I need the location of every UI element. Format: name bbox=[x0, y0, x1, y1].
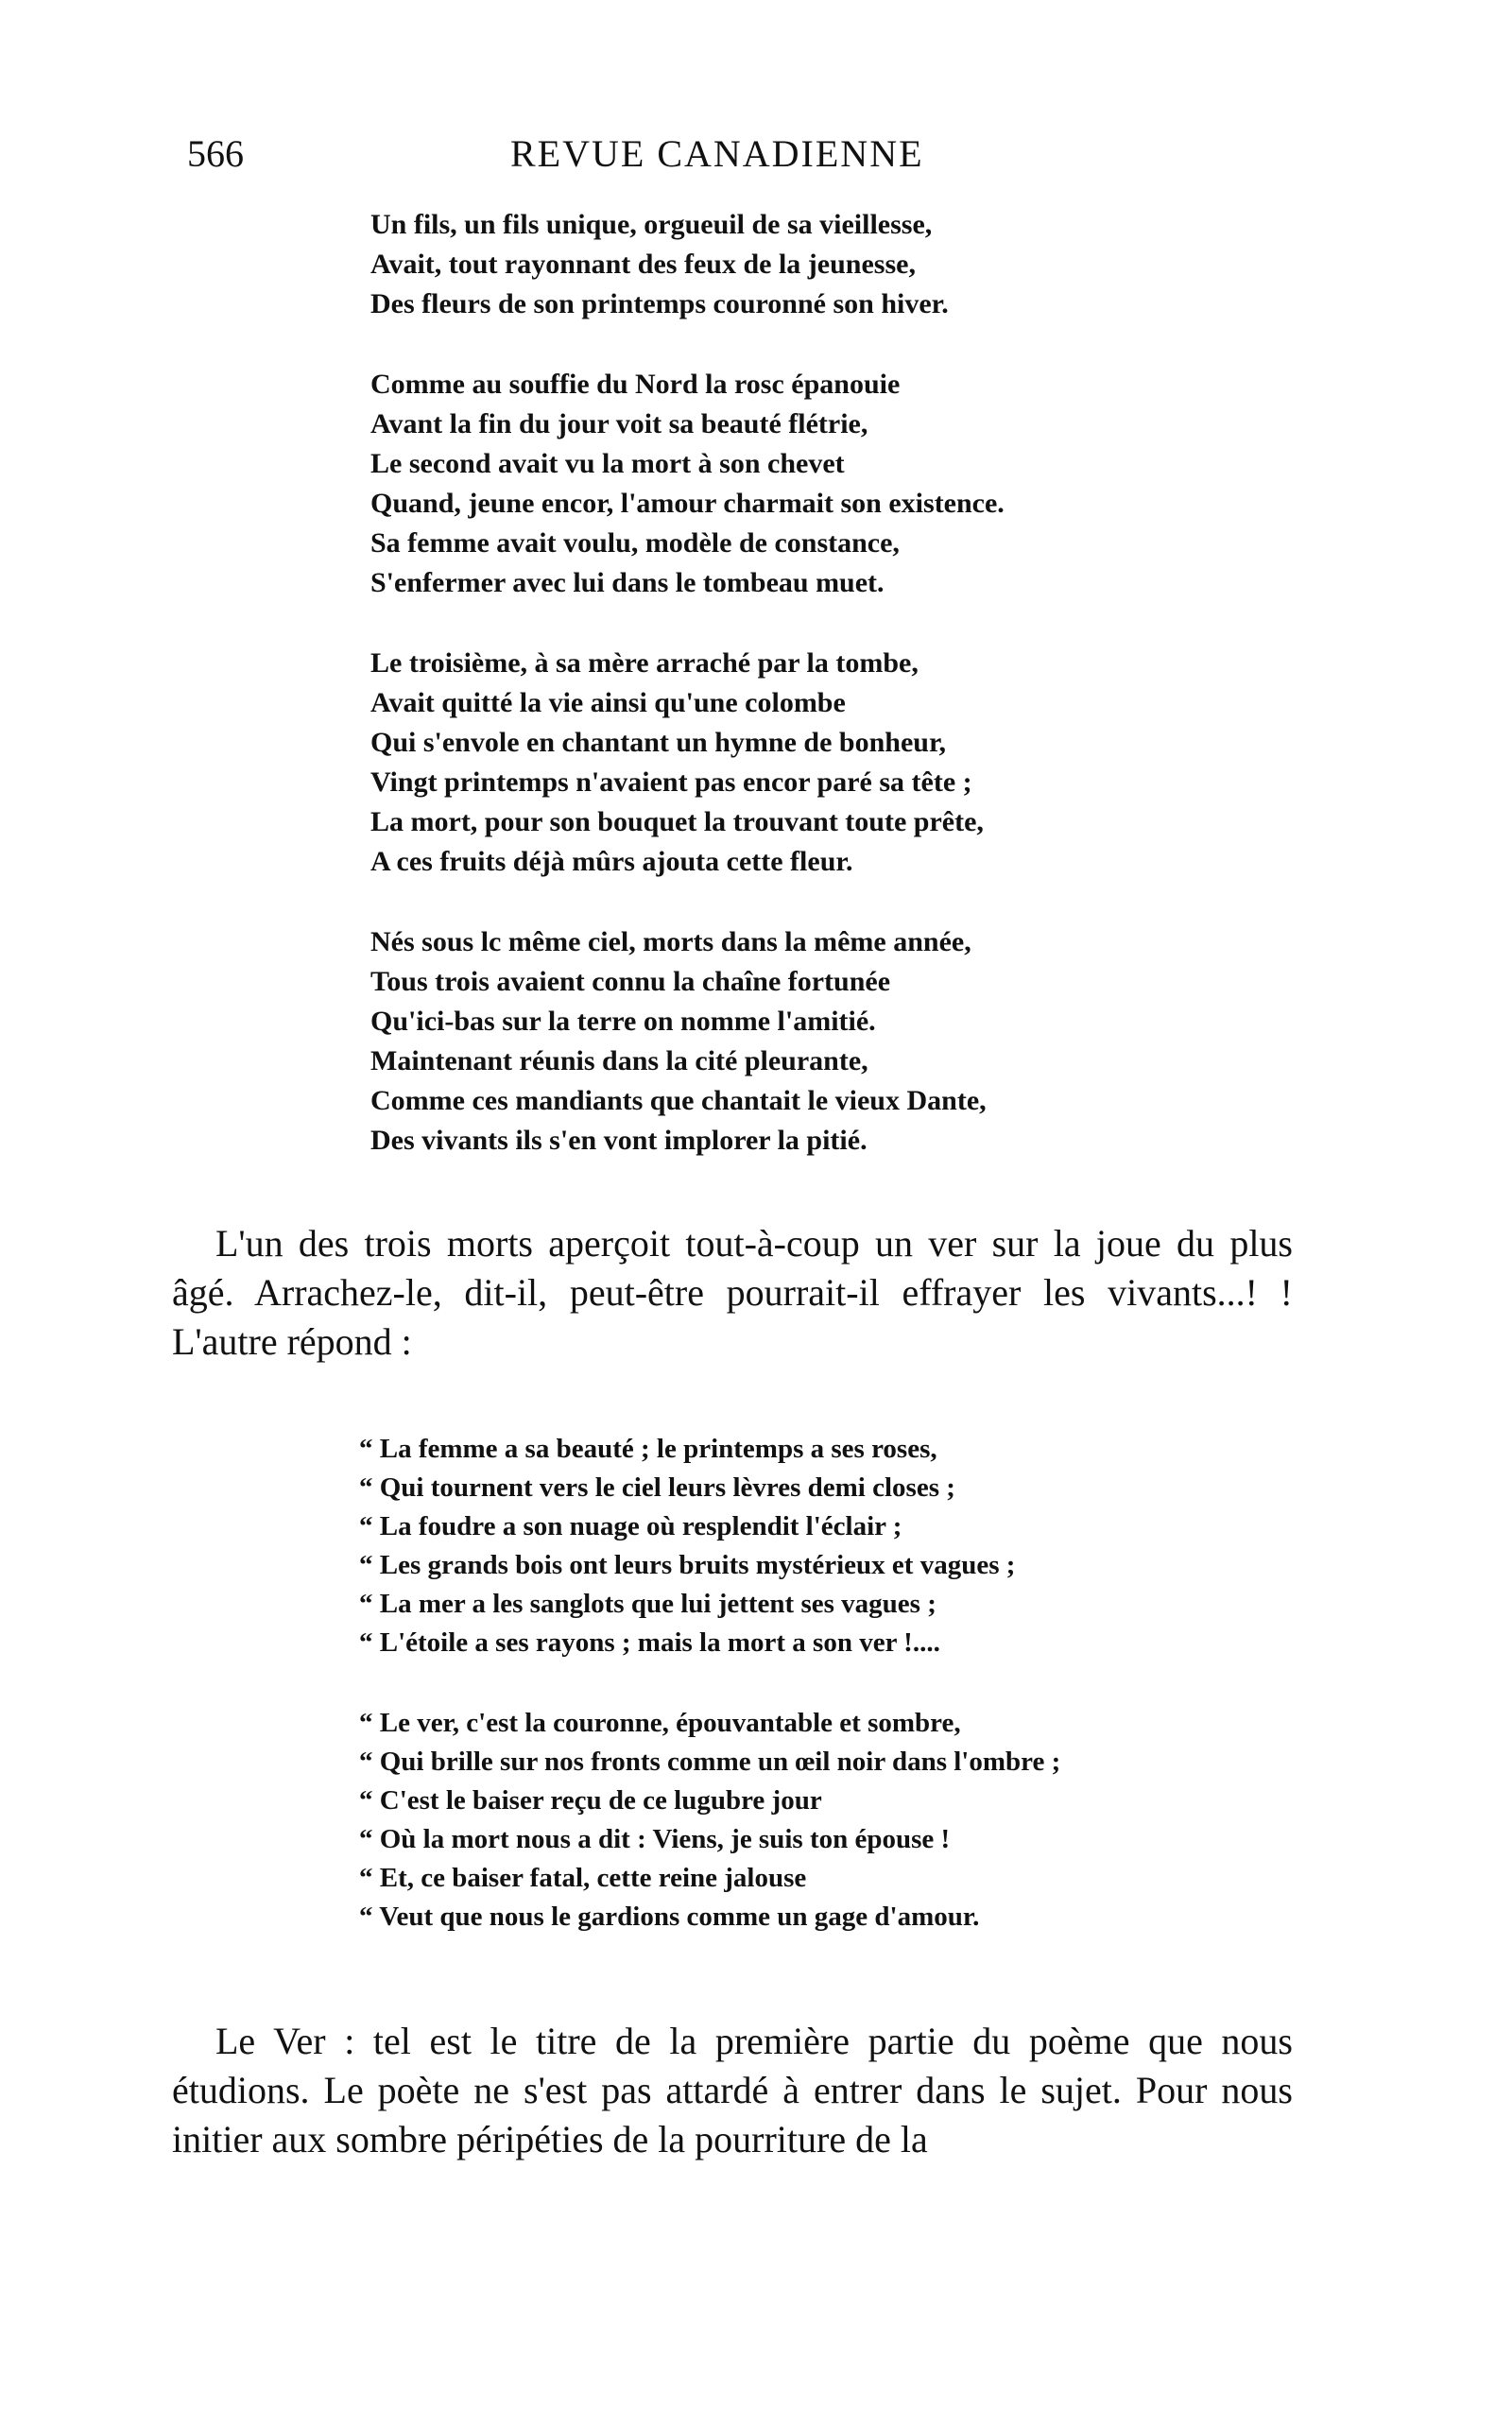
quoted-line: “ C'est le baiser reçu de ce lugubre jour bbox=[359, 1785, 822, 1816]
prose-paragraph-1 bbox=[172, 1219, 1293, 1367]
poem-line: Avant la fin du jour voit sa beauté flétrie, bbox=[370, 408, 868, 439]
quoted-line: “ La femme a sa beauté ; le printemps a ses roses, bbox=[359, 1434, 937, 1464]
poem-line: La mort, pour son bouquet la trouvant toute prête, bbox=[370, 806, 984, 837]
quoted-line: “ Où la mort nous a dit : Viens, je suis ton épouse ! bbox=[359, 1824, 951, 1854]
quoted-line: “ Qui brille sur nos fronts comme un œil noir dans l'ombre ; bbox=[359, 1747, 1061, 1777]
poem-line: Quand, jeune encor, l'amour charmait son existence. bbox=[370, 488, 1005, 519]
quoted-line: “ La mer a les sanglots que lui jettent ses vagues ; bbox=[359, 1589, 936, 1619]
quoted-line: “ Qui tournent vers le ciel leurs lèvres demi closes ; bbox=[359, 1472, 955, 1503]
page-header bbox=[187, 130, 1189, 178]
poem-line: Le second avait vu la mort à son chevet bbox=[370, 448, 845, 479]
poem-stanza-4 bbox=[370, 922, 1126, 1161]
poem-stanza-1 bbox=[370, 205, 1126, 324]
poem-line: Des fleurs de son printemps couronné son hiver. bbox=[370, 288, 949, 319]
poem-line: Tous trois avaient connu la chaîne fortunée bbox=[370, 966, 891, 997]
poem-line: S'enfermer avec lui dans le tombeau muet. bbox=[370, 567, 885, 598]
quoted-verse-block bbox=[359, 1430, 1134, 1978]
poem-line: Avait quitté la vie ainsi qu'une colombe bbox=[370, 687, 846, 718]
page-number: 566 bbox=[187, 132, 244, 175]
poem-line: Sa femme avait voulu, modèle de constance, bbox=[370, 527, 900, 559]
poem-line: Comme au souffie du Nord la rosc épanouie bbox=[370, 369, 901, 400]
poem-line: Des vivants ils s'en vont implorer la pitié. bbox=[370, 1125, 868, 1156]
poem-line: Le troisième, à sa mère arraché par la tombe, bbox=[370, 647, 919, 679]
poem-line: Qu'ici-bas sur la terre on nomme l'amitié. bbox=[370, 1006, 876, 1037]
poem-line: Avait, tout rayonnant des feux de la jeunesse, bbox=[370, 249, 916, 280]
quoted-line: “ Les grands bois ont leurs bruits mystérieux et vagues ; bbox=[359, 1550, 1016, 1580]
poem-stanza-2 bbox=[370, 365, 1126, 603]
poem-line: Un fils, un fils unique, orgueuil de sa vieillesse, bbox=[370, 209, 933, 240]
quoted-line: “ Et, ce baiser fatal, cette reine jalouse bbox=[359, 1863, 807, 1893]
poem-line: Qui s'envole en chantant un hymne de bonheur, bbox=[370, 727, 947, 758]
quoted-stanza-1 bbox=[359, 1430, 1134, 1662]
prose-text: Le Ver : tel est le titre de la première partie du poème que nous étudions. Le poète ne s'est pas attardé à entrer dans le sujet. Pour nous initier aux sombre péripéties de la pourriture de la bbox=[172, 2020, 1293, 2160]
quoted-line: “ Le ver, c'est la couronne, épouvantable et sombre, bbox=[359, 1708, 961, 1738]
poem-stanza-3 bbox=[370, 644, 1126, 882]
prose-text: L'un des trois morts aperçoit tout-à-coup un ver sur la joue du plus âgé. Arrachez-le, dit-il, peut-être pourrait-il effrayer les vivants...! ! L'autre répond : bbox=[172, 1222, 1293, 1363]
quoted-line: “ La foudre a son nuage où resplendit l'éclair ; bbox=[359, 1511, 902, 1541]
poem-line: Maintenant réunis dans la cité pleurante, bbox=[370, 1045, 868, 1076]
running-title: REVUE CANADIENNE bbox=[510, 132, 924, 175]
poem-line: Comme ces mandiants que chantait le vieux Dante, bbox=[370, 1085, 987, 1116]
poem-block bbox=[370, 205, 1126, 1201]
poem-line: A ces fruits déjà mûrs ajouta cette fleur. bbox=[370, 846, 853, 877]
quoted-stanza-2 bbox=[359, 1704, 1134, 1937]
quoted-line: “ Veut que nous le gardions comme un gage d'amour. bbox=[359, 1902, 980, 1932]
poem-line: Vingt printemps n'avaient pas encor paré sa tête ; bbox=[370, 766, 972, 798]
poem-line: Nés sous lc même ciel, morts dans la même année, bbox=[370, 926, 971, 957]
prose-paragraph-2 bbox=[172, 2017, 1293, 2164]
quoted-line: “ L'étoile a ses rayons ; mais la mort a son ver !.... bbox=[359, 1627, 940, 1658]
